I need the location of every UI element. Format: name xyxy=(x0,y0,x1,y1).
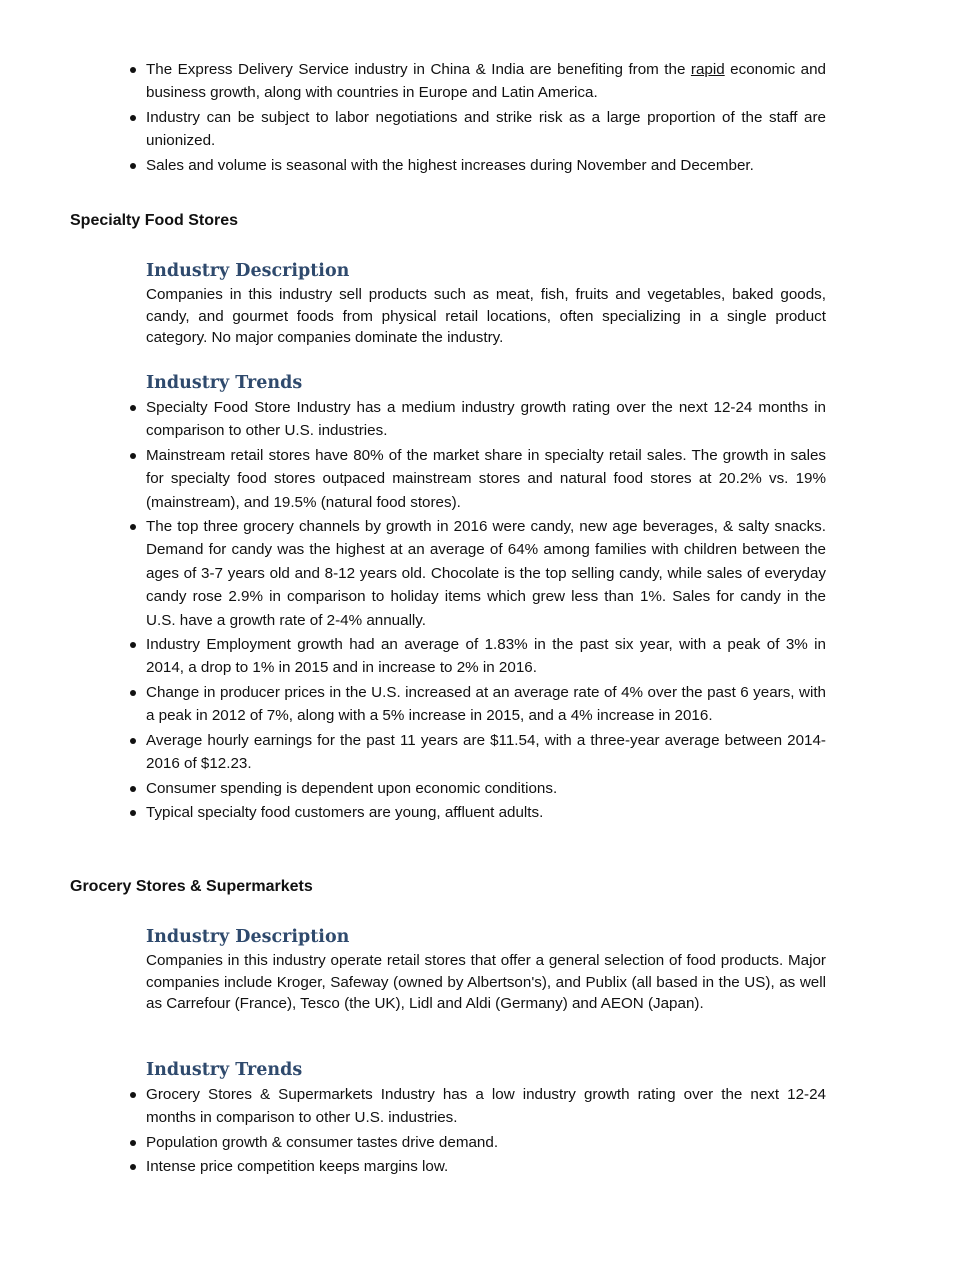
underlined-word: rapid xyxy=(690,61,725,78)
grocery-trends-heading: Industry Trends xyxy=(146,1060,303,1080)
list-item: Industry can be subject to labor negotiations and strike risk as a large proportion of the staff are unionized. xyxy=(146,106,826,153)
list-item: Consumer spending is dependent upon economic conditions. xyxy=(146,777,826,800)
specialty-trends-list xyxy=(146,396,826,825)
specialty-description: Companies in this industry sell products such as meat, fish, fruits and vegetables, baked goods, candy, and gourmet foods from physical retail locations, often specializing in a single product category. No major companies dominate the industry. xyxy=(146,286,826,346)
grocery-description: Companies in this industry operate retail stores that offer a general selection of food products. Major companies include Kroger, Safeway (owned by Albertson's), and Publix (all based in the US), as well as Carrefour (France), Tesco (the UK), Lidl and Aldi (Germany) and AEON (Japan). xyxy=(146,952,826,1012)
specialty-trends-heading: Industry Trends xyxy=(146,373,303,393)
list-item: Sales and volume is seasonal with the highest increases during November and December. xyxy=(146,154,826,177)
grocery-description-heading: Industry Description xyxy=(146,927,350,947)
intro-bullet-list xyxy=(146,58,826,178)
bullet-text: The Express Delivery Service industry in China & India are benefiting from the xyxy=(146,61,691,78)
list-item xyxy=(146,58,826,105)
list-item: Intense price competition keeps margins low. xyxy=(146,1155,826,1178)
grocery-trends-list xyxy=(146,1083,826,1180)
section-title-grocery: Grocery Stores & Supermarkets xyxy=(70,878,313,895)
list-item: Typical specialty food customers are young, affluent adults. xyxy=(146,801,826,824)
list-item: Grocery Stores & Supermarkets Industry has a low industry growth rating over the next 12-24 months in comparison to other U.S. industries. xyxy=(146,1083,826,1130)
list-item: Mainstream retail stores have 80% of the market share in specialty retail sales. The growth in sales for specialty food stores outpaced mainstream stores and natural food stores at 20.2% vs. 19% (mainstream), and 19.5% (natural food stores). xyxy=(146,444,826,514)
list-item: Change in producer prices in the U.S. increased at an average rate of 4% over the past 6 years, with a peak in 2012 of 7%, along with a 5% increase in 2015, and a 4% increase in 2016. xyxy=(146,681,826,728)
list-item: Population growth & consumer tastes drive demand. xyxy=(146,1131,826,1154)
section-title-specialty: Specialty Food Stores xyxy=(70,212,239,229)
bullet-text: economic and business growth, along with countries in Europe and Latin America. xyxy=(146,61,826,102)
list-item: Industry Employment growth had an average of 1.83% in the past six year, with a peak of 3% in 2014, a drop to 1% in 2015 and in increase to 2% in 2016. xyxy=(146,633,826,680)
list-item: Specialty Food Store Industry has a medium industry growth rating over the next 12-24 months in comparison to other U.S. industries. xyxy=(146,396,826,443)
list-item: Average hourly earnings for the past 11 years are $11.54, with a three-year average between 2014-2016 of $12.23. xyxy=(146,729,826,776)
specialty-description-heading: Industry Description xyxy=(146,261,350,281)
list-item: The top three grocery channels by growth in 2016 were candy, new age beverages, & salty snacks. Demand for candy was the highest at an average of 64% among families with children between the ages of 3-7 years old and 8-12 years old. Chocolate is the top selling candy, while sales of everyday candy rose 2.9% in comparison to holiday items which grew less than 1%. Sales for candy in the U.S. have a growth rate of 2-4% annually. xyxy=(146,515,826,632)
